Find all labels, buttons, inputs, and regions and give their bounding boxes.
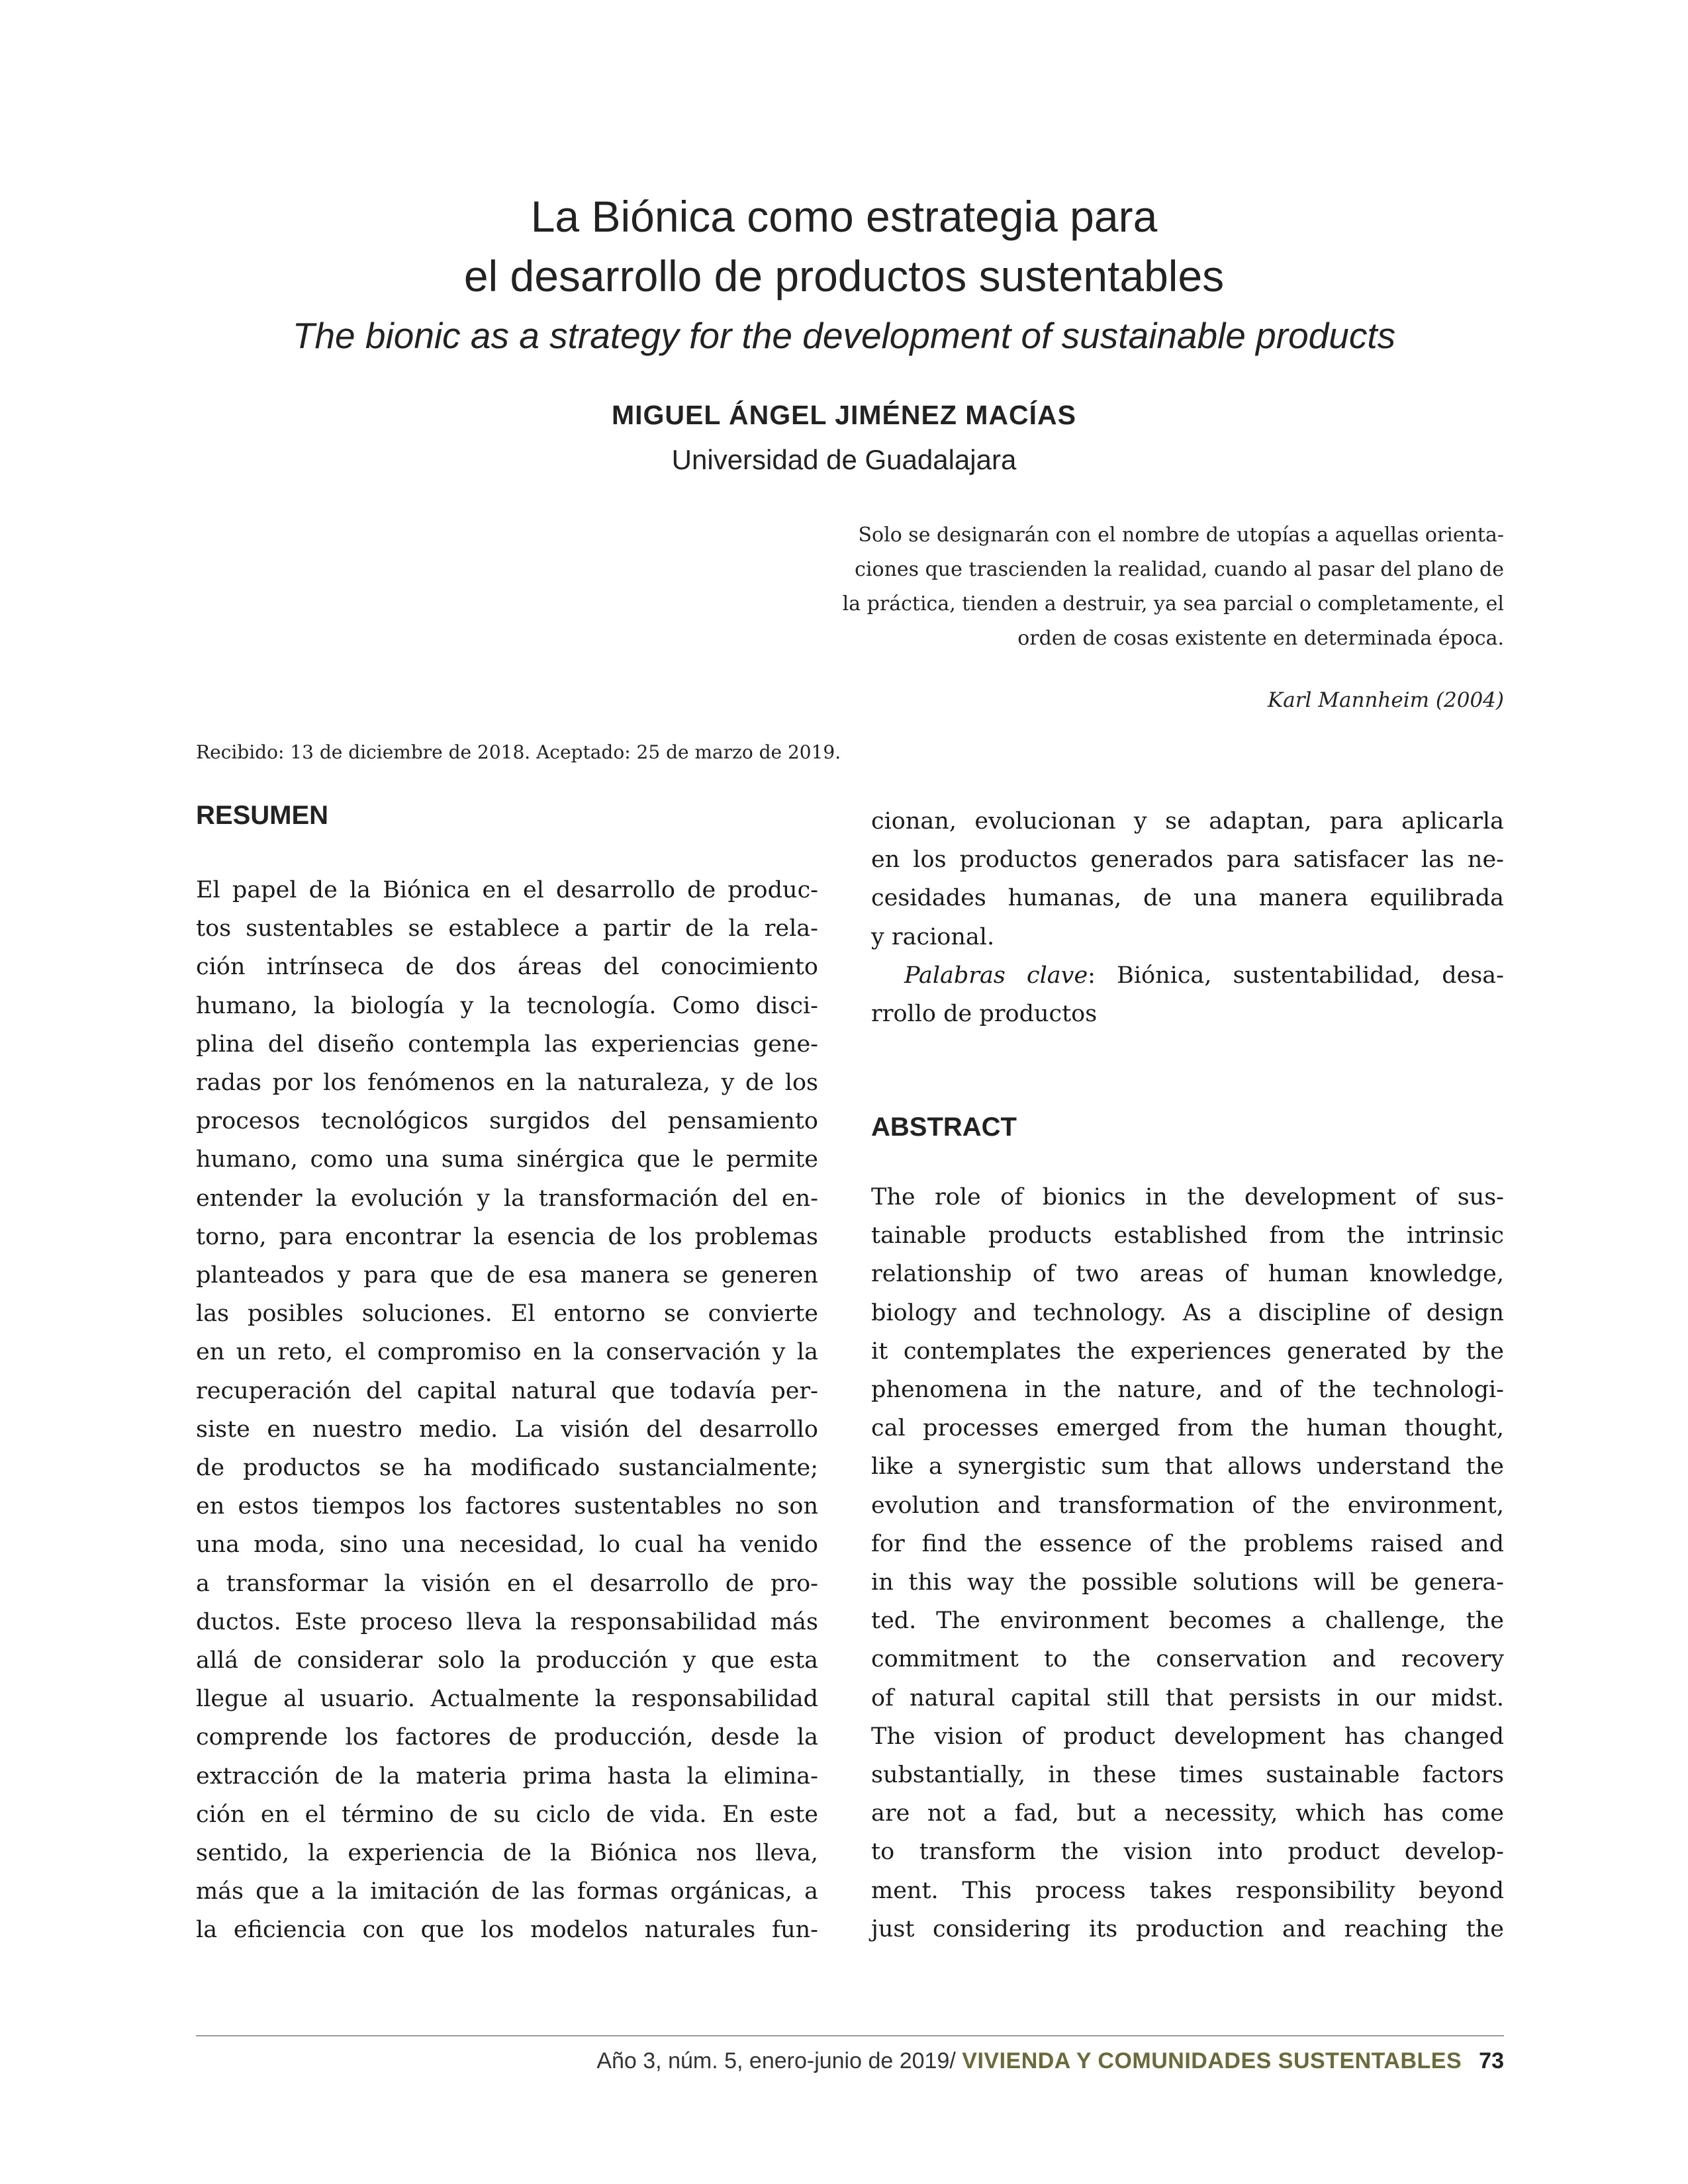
text-line: to transform the vision into product develop- [871, 1839, 1504, 1866]
text-line: radas por los fenómenos en la naturaleza, y de los [196, 1069, 818, 1097]
text-line: comprende los factores de producción, desde la [196, 1724, 818, 1751]
epigraph-line: ciones que trascienden la realidad, cuando al pasar del plano de [855, 558, 1504, 581]
text-line: la eficiencia con que los modelos naturales fun- [196, 1917, 818, 1944]
text-line: las posibles soluciones. El entorno se convierte [196, 1300, 818, 1328]
epigraph-line: orden de cosas existente en determinada época. [1017, 627, 1504, 650]
text-line: extracción de la materia prima hasta la elimina- [196, 1762, 818, 1790]
footer-issue: Año 3, núm. 5, enero-junio de 2019/ [596, 2048, 962, 2073]
page-number: 73 [1479, 2048, 1504, 2073]
keywords-label: Palabras clave [904, 962, 1088, 989]
text-line: en un reto, el compromiso en la conservación y la [196, 1339, 818, 1366]
text-line: de productos se ha modificado sustancialmente; [196, 1455, 818, 1482]
epigraph-line: Solo se designarán con el nombre de utopías a aquellas orienta- [858, 523, 1504, 547]
text-line: a transformar la visión en el desarrollo de pro- [196, 1570, 818, 1597]
text-line: allá de considerar solo la producción y que esta [196, 1647, 818, 1674]
text-line: in this way the possible solutions will be genera- [871, 1569, 1504, 1596]
text-line: tainable products established from the intrinsic [871, 1222, 1504, 1250]
text-line: y racional. [871, 923, 995, 950]
text-line: sentido, la experiencia de la Biónica nos lleva, [196, 1840, 818, 1867]
text-line: ment. This process takes responsibility beyond [871, 1877, 1504, 1904]
page-footer [596, 2048, 1504, 2074]
title-line-1: La Biónica como estrategia para [530, 192, 1158, 241]
keywords-line [871, 956, 1504, 995]
text-line: tos sustentables se establece a partir de la rela- [196, 915, 818, 942]
text-line: relationship of two areas of human knowledge, [871, 1261, 1504, 1288]
text-line: cionan, evolucionan y se adaptan, para aplicarla [871, 808, 1504, 835]
resumen-body [196, 871, 818, 1950]
text-line: ción en el término de su ciclo de vida. En este [196, 1801, 818, 1828]
text-line: humano, la biología y la tecnología. Como disci- [196, 992, 818, 1019]
keywords-line: rrollo de productos [871, 1001, 1098, 1028]
footer-journal-name: VIVIENDA Y COMUNIDADES SUSTENTABLES [962, 2048, 1462, 2073]
text-line: like a synergistic sum that allows understand the [871, 1453, 1504, 1480]
text-line: ted. The environment becomes a challenge, the [871, 1608, 1504, 1635]
text-line: en los productos generados para satisfacer las ne- [871, 846, 1504, 874]
text-line: cesidades humanas, de una manera equilibrada [871, 885, 1504, 912]
text-line: just considering its production and reaching the [871, 1915, 1504, 1942]
text-line: phenomena in the nature, and of the technologi- [871, 1377, 1504, 1404]
text-line: The vision of product development has changed [871, 1723, 1504, 1750]
epigraph-source: Karl Mannheim (2004) [1268, 688, 1504, 712]
text-line: en estos tiempos los factores sustentables no son [196, 1493, 818, 1520]
text-line: The role of bionics in the development of sus- [871, 1184, 1504, 1210]
epigraph-line: la práctica, tienden a destruir, ya sea parcial o completamente, el [842, 592, 1504, 615]
text-line: procesos tecnológicos surgidos del pensamiento [196, 1108, 818, 1135]
author-name: MIGUEL ÁNGEL JIMÉNEZ MACÍAS [611, 400, 1077, 430]
author-affiliation: Universidad de Guadalajara [671, 444, 1017, 475]
text-line: for find the essence of the problems raised and [871, 1530, 1504, 1557]
text-line: siste en nuestro medio. La visión del desarrollo [196, 1416, 818, 1443]
keywords-text: : Biónica, sustentabilidad, desa- [1088, 962, 1504, 989]
footer-rule [196, 2035, 1504, 2036]
text-line: substantially, in these times sustainable factors [871, 1762, 1504, 1789]
text-line: ción intrínseca de dos áreas del conocimiento [196, 954, 818, 981]
resumen-body-continued [871, 802, 1504, 1033]
text-line: evolution and transformation of the environment, [871, 1492, 1504, 1519]
text-line: plina del diseño contempla las experiencias gene- [196, 1030, 818, 1058]
abstract-body [871, 1178, 1504, 1948]
text-line: entender la evolución y la transformación del en- [196, 1185, 818, 1212]
text-line: una moda, sino una necesidad, lo cual ha venido [196, 1531, 818, 1559]
text-line: ductos. Este proceso lleva la responsabilidad más [196, 1608, 818, 1635]
text-line: más que a la imitación de las formas orgánicas, a [196, 1878, 818, 1905]
text-line: commitment to the conservation and recovery [871, 1646, 1504, 1673]
text-line: El papel de la Biónica en el desarrollo de produc- [196, 877, 818, 903]
received-dates: Recibido: 13 de diciembre de 2018. Aceptado: 25 de marzo de 2019. [196, 741, 841, 763]
english-title: The bionic as a strategy for the development of sustainable products [292, 315, 1396, 356]
text-line: recuperación del capital natural que todavía per- [196, 1377, 818, 1404]
article-title [0, 187, 1688, 306]
title-line-2: el desarrollo de productos sustentables [463, 251, 1225, 300]
text-line: llegue al usuario. Actualmente la responsabilidad [196, 1686, 818, 1713]
text-line: humano, como una suma sinérgica que le permite [196, 1146, 818, 1173]
text-line: it contemplates the experiences generated by the [871, 1338, 1504, 1365]
text-line: of natural capital still that persists in our midst. [871, 1684, 1504, 1711]
abstract-heading: ABSTRACT [871, 1113, 1017, 1142]
text-line: are not a fad, but a necessity, which has come [871, 1800, 1504, 1827]
text-line: biology and technology. As a discipline of design [871, 1299, 1504, 1326]
text-line: planteados y para que de esa manera se generen [196, 1262, 818, 1289]
text-line: torno, para encontrar la esencia de los problemas [196, 1223, 818, 1250]
resumen-heading: RESUMEN [196, 801, 329, 830]
epigraph-quote [741, 518, 1504, 656]
text-line: cal processes emerged from the human thought, [871, 1415, 1504, 1442]
